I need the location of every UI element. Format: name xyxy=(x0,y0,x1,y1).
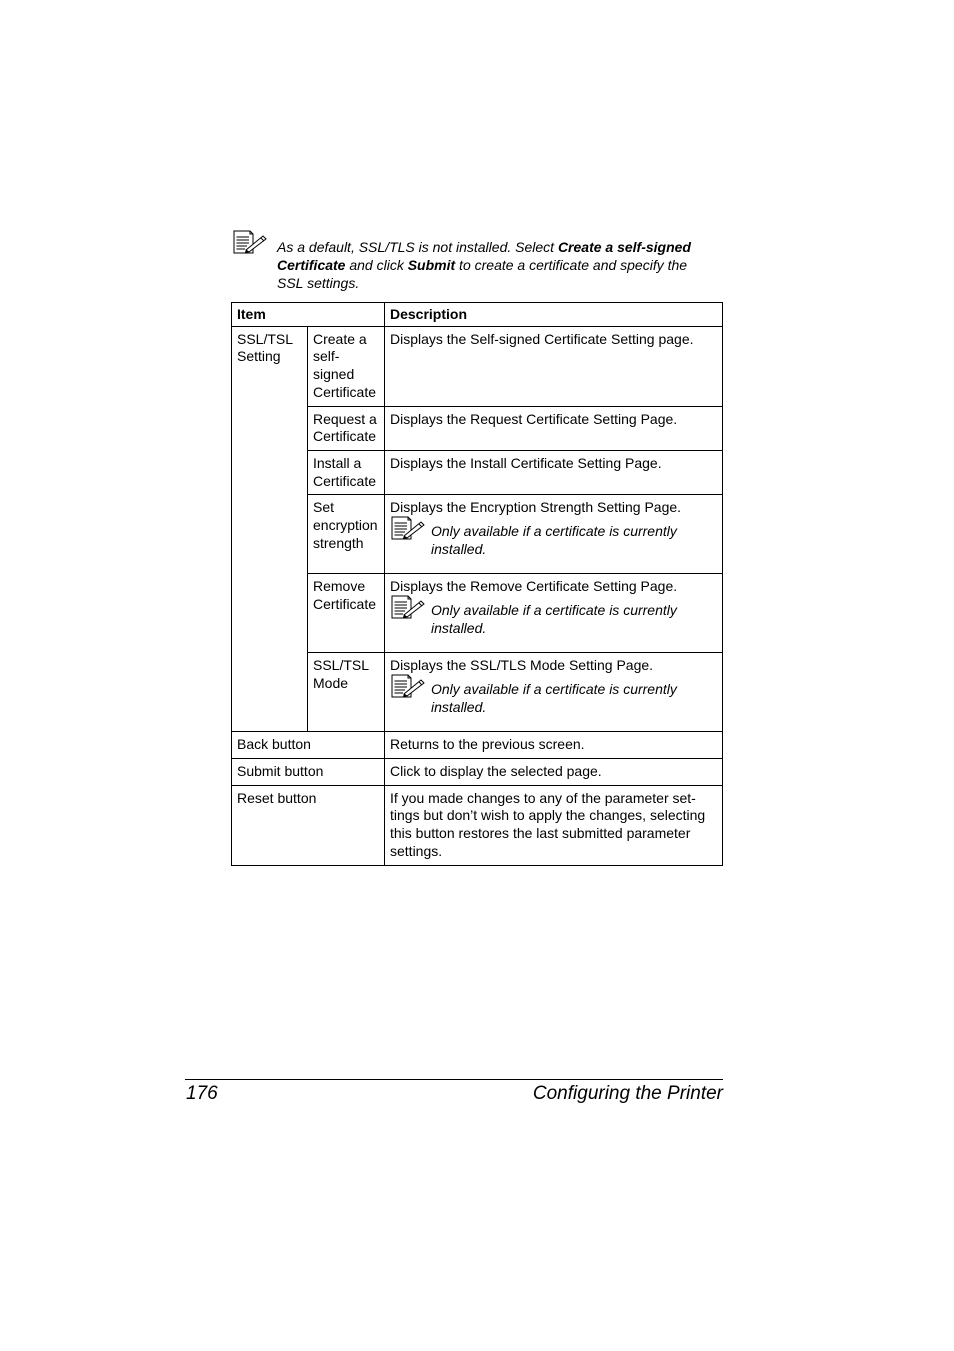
item-back-button: Back button xyxy=(232,732,385,759)
description-text: Displays the SSL/TLS Mode Setting Page. xyxy=(390,657,654,674)
description-text: Displays the Self-signed Certificate Setting page. xyxy=(390,330,694,347)
sub-item: Request a Certificate xyxy=(308,406,385,450)
description xyxy=(385,653,723,732)
item-submit-button: Submit button xyxy=(232,759,385,786)
description-text: Displays the Remove Certificate Setting Page. xyxy=(390,578,678,595)
cell-note xyxy=(390,681,718,716)
cell-note-text: Only available if a certificate is currently installed. xyxy=(431,523,677,557)
description xyxy=(385,406,723,450)
description xyxy=(385,495,723,574)
note-pencil-icon xyxy=(391,516,425,540)
note-text-part-3: to create a certificate and specify the SSL settings. xyxy=(277,257,688,291)
footer-rule xyxy=(185,1079,723,1080)
note-text-part-1: As a default, SSL/TLS is not installed. Select xyxy=(277,239,558,255)
description-text: Displays the Request Certificate Setting Page. xyxy=(390,410,678,427)
description: If you made changes to any of the parameter set-tings but don’t wish to apply the changes, selecting this button restores the last submitted parameter settings. xyxy=(385,785,723,865)
cell-note xyxy=(390,602,718,637)
group-label-ssl-tsl-setting: SSL/TSL Setting xyxy=(232,326,308,732)
cell-note-text: Only available if a certificate is currently installed. xyxy=(431,681,677,715)
note-text-part-2: and click xyxy=(345,257,408,273)
chapter-title: Configuring the Printer xyxy=(532,1083,723,1104)
note-bold-create: Create a self-signed Certificate xyxy=(277,239,691,273)
note-pencil-icon xyxy=(233,230,267,254)
sub-item: SSL/TSL Mode xyxy=(308,653,385,732)
header-item: Item xyxy=(232,303,385,327)
table-header-row xyxy=(232,303,723,327)
sub-item: Install a Certificate xyxy=(308,450,385,494)
table-row xyxy=(232,732,723,759)
description xyxy=(385,326,723,406)
description xyxy=(385,574,723,653)
note-pencil-icon xyxy=(391,595,425,619)
cell-note xyxy=(390,523,718,558)
sub-item: Remove Certificate xyxy=(308,574,385,653)
note-bold-submit: Submit xyxy=(407,257,456,273)
description: Returns to the previous screen. xyxy=(385,732,723,759)
table-row xyxy=(232,326,723,406)
description-text: Displays the Encryption Strength Setting Page. xyxy=(390,499,682,516)
description xyxy=(385,450,723,494)
page-number: 176 xyxy=(186,1083,218,1104)
settings-table xyxy=(231,302,723,866)
table-row xyxy=(232,759,723,786)
table-row xyxy=(232,785,723,865)
description: Click to display the selected page. xyxy=(385,759,723,786)
item-reset-button: Reset button xyxy=(232,785,385,865)
cell-note-text: Only available if a certificate is currently installed. xyxy=(431,602,677,636)
description-text: Displays the Install Certificate Setting Page. xyxy=(390,454,662,471)
sub-item: Create a self-signed Certificate xyxy=(308,326,385,406)
header-description: Description xyxy=(385,303,723,327)
note-text xyxy=(277,238,717,292)
sub-item: Set encryption strength xyxy=(308,495,385,574)
note-pencil-icon xyxy=(391,674,425,698)
